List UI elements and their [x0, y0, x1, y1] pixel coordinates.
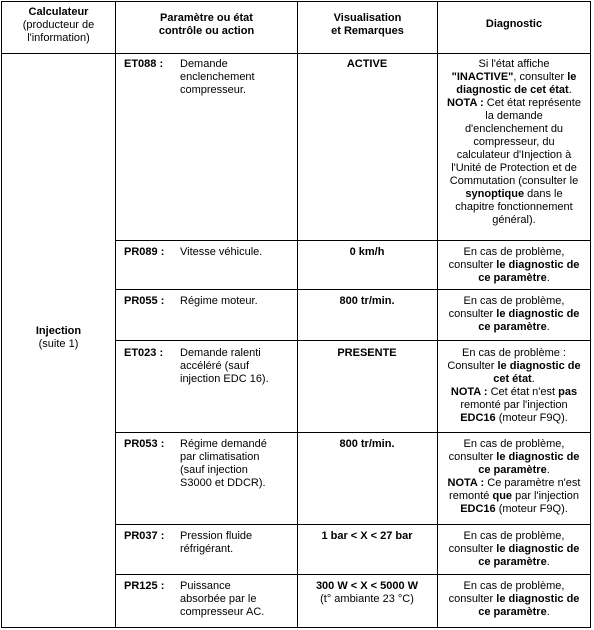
param-line: S3000 et DDCR).: [180, 477, 266, 489]
param-line: enclenchement: [180, 71, 255, 83]
table-border-bottom: [1, 627, 591, 628]
row-diagnostic: [440, 580, 588, 619]
diag-line: [440, 71, 588, 84]
diag-line: [440, 556, 588, 569]
header-divider: [1, 53, 591, 54]
diag-bold: le diagnostic de: [496, 259, 580, 271]
diag-line: En cas de problème,: [463, 580, 565, 592]
row-parameter: [180, 347, 298, 386]
row-code: PR053 :: [124, 438, 165, 450]
diag-line: [440, 272, 588, 285]
diag-bold: le diagnostic de: [496, 451, 580, 463]
table-border-left: [1, 1, 2, 628]
param-line: Puissance: [180, 580, 231, 592]
row-visualisation: 800 tr/min.: [339, 438, 395, 450]
row-visualisation: ACTIVE: [346, 58, 388, 70]
diag-text: .: [568, 84, 572, 96]
param-line: injection EDC 16).: [180, 373, 269, 385]
row-divider: [115, 340, 591, 341]
row-parameter: [180, 295, 298, 308]
diag-line: [440, 84, 588, 97]
diag-line: [440, 606, 588, 619]
calculator-cell: [2, 325, 115, 351]
diag-line: la demande: [485, 110, 543, 122]
diag-bold: EDC16: [460, 412, 496, 424]
row-code: PR055 :: [124, 295, 165, 307]
row-divider: [115, 524, 591, 525]
diag-line: [440, 477, 588, 490]
diag-bold: que: [492, 490, 513, 502]
diag-text: (moteur F9Q).: [495, 503, 568, 515]
diag-line: [440, 451, 588, 464]
nota-label: NOTA :: [447, 97, 484, 109]
diag-line: [440, 543, 588, 556]
header-visualisation: [298, 12, 437, 38]
diag-text: remonté: [449, 490, 493, 502]
header-parametre-line2: contrôle ou action: [158, 25, 255, 37]
diag-line: [440, 360, 588, 373]
row-divider: [115, 432, 591, 433]
diag-text: consulter: [448, 543, 497, 555]
diag-text: Cet état représente: [483, 97, 581, 109]
calculator-name: Injection: [35, 325, 82, 337]
row-visualisation: [300, 580, 434, 606]
diag-text: .: [546, 556, 550, 568]
diag-line: En cas de problème,: [463, 246, 565, 258]
diag-line: [440, 464, 588, 477]
calculator-sub: (suite 1): [38, 338, 79, 350]
row-code: ET088 :: [124, 58, 164, 70]
diag-text: consulter: [448, 451, 497, 463]
header-visualisation-line1: Visualisation: [333, 12, 402, 24]
param-line: Demande ralenti: [180, 347, 261, 359]
row-diagnostic: [440, 246, 588, 285]
row-parameter: [180, 580, 298, 619]
header-diagnostic: [438, 18, 590, 31]
diag-line: [440, 412, 588, 425]
diag-text: (moteur F9Q).: [495, 412, 568, 424]
row-diagnostic: [440, 295, 588, 334]
diag-bold: le diagnostic de: [496, 593, 580, 605]
diag-bold: ce paramètre: [478, 606, 547, 618]
diag-bold: ce paramètre: [478, 556, 547, 568]
diag-line: Si l'état affiche: [478, 58, 550, 70]
row-diagnostic: [440, 347, 588, 425]
param-line: Vitesse véhicule.: [180, 246, 263, 258]
header-calculateur-sub2: l'information): [27, 32, 90, 44]
param-line: Régime moteur.: [180, 295, 258, 307]
diag-bold: pas: [558, 386, 578, 398]
row-visualisation: 0 km/h: [349, 246, 385, 258]
diag-bold: le diagnostic de: [496, 308, 580, 320]
table-border-top: [1, 1, 591, 2]
diag-bold: ce paramètre: [478, 321, 547, 333]
table-border-right: [590, 1, 591, 628]
diag-text: par l'injection: [512, 490, 579, 502]
diag-bold: EDC16: [460, 503, 496, 515]
row-visualisation: 800 tr/min.: [339, 295, 395, 307]
diag-text: consulter: [448, 308, 497, 320]
header-parametre: [116, 12, 297, 38]
diag-line: En cas de problème,: [463, 438, 565, 450]
diag-text: .: [546, 464, 550, 476]
diag-line: Commutation (consulter le: [449, 175, 579, 187]
header-calculateur: [2, 6, 115, 45]
header-calculateur-sub1: (producteur de: [22, 19, 95, 31]
diag-text: .: [531, 373, 535, 385]
diag-text: .: [546, 272, 550, 284]
row-parameter: [180, 438, 298, 490]
diag-line: En cas de problème,: [463, 530, 565, 542]
diag-line: général).: [492, 214, 536, 226]
diag-text: consulter: [448, 593, 497, 605]
row-code: PR125 :: [124, 580, 165, 592]
diag-text: .: [546, 606, 550, 618]
param-line: Régime demandé: [180, 438, 267, 450]
diag-line: chapitre fonctionnement: [455, 201, 573, 213]
row-parameter: [180, 246, 298, 259]
param-line: Demande: [180, 58, 228, 70]
row-divider: [115, 574, 591, 575]
row-parameter: [180, 530, 298, 556]
diag-line: [440, 593, 588, 606]
diag-text: Ce paramètre n'est: [484, 477, 581, 489]
row-diagnostic: [440, 58, 588, 227]
diag-line: [440, 259, 588, 272]
diag-text: , consulter: [513, 71, 568, 83]
row-diagnostic: [440, 530, 588, 569]
row-divider: [115, 289, 591, 290]
row-visualisation: 1 bar < X < 27 bar: [321, 530, 413, 542]
diag-text: dans le: [524, 188, 563, 200]
diag-line: [440, 97, 588, 110]
row-code: PR037 :: [124, 530, 165, 542]
diag-line: calculateur d'Injection à: [456, 149, 572, 161]
header-visualisation-line2: et Remarques: [331, 25, 404, 37]
diag-line: [440, 373, 588, 386]
nota-label: NOTA :: [447, 477, 485, 489]
param-line: accéléré (sauf: [180, 360, 250, 372]
param-line: compresseur AC.: [180, 606, 265, 618]
param-line: (sauf injection: [180, 464, 248, 476]
diag-line: d'enclenchement du: [464, 123, 564, 135]
diag-line: En cas de problème :: [462, 347, 566, 359]
diag-line: [440, 386, 588, 399]
diag-bold: le diagnostic de: [496, 543, 580, 555]
diag-line: [440, 321, 588, 334]
row-parameter: [180, 58, 298, 97]
diag-bold: le diagnostic de: [497, 360, 581, 372]
column-divider-3: [437, 1, 438, 628]
row-diagnostic: [440, 438, 588, 516]
header-calculateur-title: Calculateur: [28, 6, 89, 18]
row-visualisation: PRESENTE: [337, 347, 397, 359]
diag-line: compresseur, du: [473, 136, 555, 148]
diag-bold: ce paramètre: [478, 464, 547, 476]
param-line: par climatisation: [180, 451, 260, 463]
diag-bold: diagnostic de cet état: [456, 84, 569, 96]
row-code: ET023 :: [124, 347, 164, 359]
diag-line: [440, 490, 588, 503]
diag-bold: "INACTIVE": [451, 71, 514, 83]
nota-label: NOTA :: [450, 386, 488, 398]
diag-bold: synoptique: [465, 188, 525, 200]
diag-line: l'Unité de Protection et de: [451, 162, 577, 174]
diag-line: [440, 308, 588, 321]
diag-text: consulter: [448, 259, 497, 271]
diag-line: [440, 188, 588, 201]
diag-bold: le: [567, 71, 577, 83]
column-divider-1: [115, 1, 116, 628]
vis-line: 300 W < X < 5000 W: [315, 580, 419, 592]
row-code: PR089 :: [124, 246, 165, 258]
header-parametre-line1: Paramètre ou état: [160, 12, 253, 24]
diag-line: En cas de problème,: [463, 295, 565, 307]
param-line: compresseur.: [180, 84, 247, 96]
diag-text: Consulter: [447, 360, 498, 372]
diag-text: .: [546, 321, 550, 333]
param-line: réfrigérant.: [180, 543, 234, 555]
row-divider: [115, 240, 591, 241]
diag-line: remonté par l'injection: [460, 399, 568, 411]
diag-bold: ce paramètre: [478, 272, 547, 284]
diag-text: Cet état n'est: [487, 386, 559, 398]
param-line: absorbée par le: [180, 593, 257, 605]
header-diagnostic-label: Diagnostic: [485, 18, 543, 30]
diag-line: [440, 503, 588, 516]
vis-line: (t° ambiante 23 °C): [320, 593, 414, 605]
param-line: Pression fluide: [180, 530, 253, 542]
diag-bold: cet état: [493, 373, 532, 385]
